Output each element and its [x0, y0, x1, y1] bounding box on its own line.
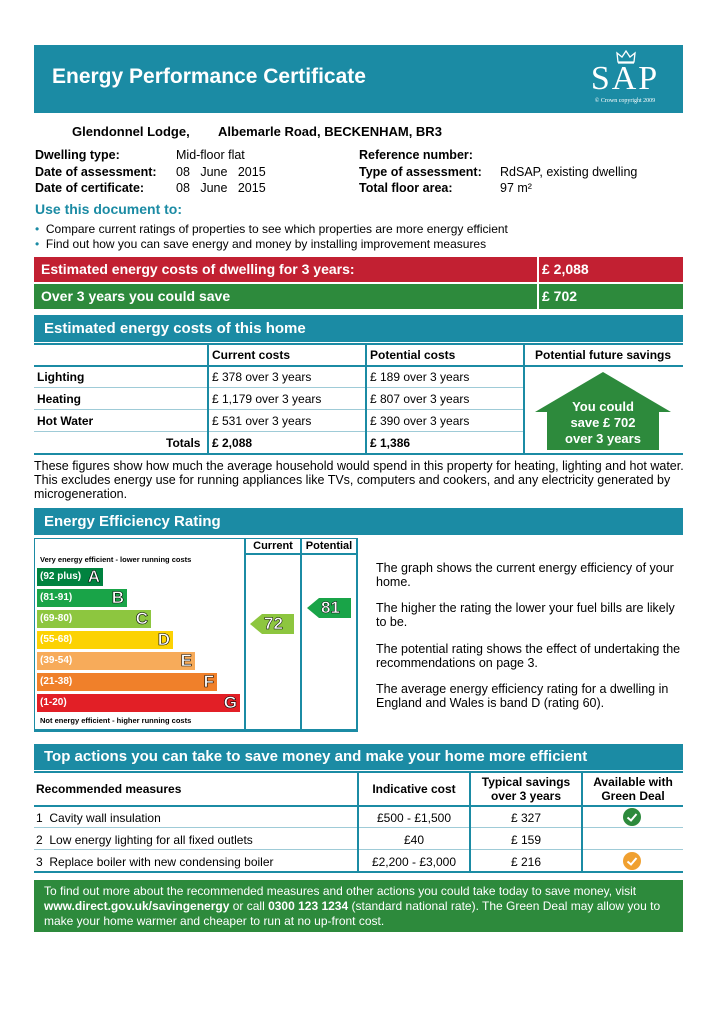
assessment-type-value: RdSAP, existing dwelling: [500, 165, 638, 179]
sap-logo: [580, 48, 670, 108]
rating-band-range: (39-54): [40, 655, 73, 666]
action-cost: £40: [403, 833, 425, 847]
action-row: 2 Low energy lighting for all fixed outlets: [36, 833, 253, 847]
footer-info: To find out more about the recommended measures and other actions you could take today to save money, visit www.direct.gov.uk/savingenergy or call 0300 123 1234 (standard national rate). The Green Deal may allow you to make your home warmer and cheaper to run at no up-front cost.: [34, 880, 683, 932]
efficiency-top-note: Very energy efficient - lower running costs: [40, 555, 192, 564]
rating-band-range: (81-91): [40, 592, 73, 603]
efficiency-explain-4: The average energy efficiency rating for a dwelling in England and Wales is band D (rating 60).: [376, 682, 669, 710]
efficiency-explain-2: The higher the rating the lower your fuel bills are likely to be.: [376, 601, 675, 629]
dwelling-type-label: Dwelling type:: [35, 148, 120, 162]
page-title: Energy Performance Certificate: [52, 65, 366, 88]
col-typical-savings: Typical savings over 3 years: [481, 775, 571, 803]
phone-number: 0300 123 1234: [268, 899, 349, 913]
totals-label: Totals: [166, 436, 201, 450]
cost-row-potential: £ 390 over 3 years: [370, 414, 470, 428]
rating-band-letter: B: [111, 588, 124, 607]
date-assessment-label: Date of assessment:: [35, 165, 157, 179]
rating-band-letter: D: [157, 630, 170, 649]
rating-band-letter: G: [223, 693, 237, 712]
rating-band-range: (55-68): [40, 634, 73, 645]
action-row: 1 Cavity wall insulation: [36, 811, 161, 825]
col-recommended-measures: Recommended measures: [36, 782, 182, 796]
assessment-type-label: Type of assessment:: [359, 165, 482, 179]
col-potential-rating: Potential: [305, 540, 353, 552]
col-current-rating: Current: [253, 540, 293, 552]
cost-row-current: £ 1,179 over 3 years: [212, 392, 322, 406]
current-rating-arrow: [250, 614, 294, 634]
rating-band-a: [37, 568, 103, 586]
reference-label: Reference number:: [359, 148, 473, 162]
use-document-bullet: • Find out how you can save energy and money by installing improvement measures: [35, 237, 487, 251]
rating-band-g: [37, 694, 240, 712]
cost-row-potential: £ 807 over 3 years: [370, 392, 470, 406]
rating-band-f: [37, 673, 217, 691]
rating-band-e: [37, 652, 195, 670]
efficiency-explain-3: The potential rating shows the effect of undertaking the recommendations on page 3.: [376, 642, 681, 670]
use-document-bullet: • Compare current ratings of properties to see which properties are more energy efficient: [35, 222, 508, 236]
date-certificate-value: 08 June 2015: [176, 181, 266, 195]
action-saving: £ 159: [510, 833, 542, 847]
rating-band-d: [37, 631, 173, 649]
actions-section-heading: Top actions you can take to save money and make your home more efficient: [34, 744, 683, 770]
efficiency-section-heading: Energy Efficiency Rating: [34, 508, 683, 535]
col-potential-costs: Potential costs: [370, 348, 456, 362]
use-document-heading: Use this document to:: [35, 201, 183, 217]
action-cost: £2,200 - £3,000: [371, 855, 457, 869]
date-assessment-value: 08 June 2015: [176, 165, 266, 179]
col-future-savings: Potential future savings: [535, 348, 672, 362]
green-deal-check-icon: [623, 852, 641, 870]
estimated-costs-label: Estimated energy costs of dwelling for 3 years:: [41, 261, 355, 277]
action-saving: £ 216: [510, 855, 542, 869]
savings-label: Over 3 years you could save: [41, 288, 231, 304]
potential-rating-arrow: [307, 598, 351, 618]
potential-rating-value: 81: [321, 598, 340, 617]
property-name: Glendonnel Lodge,: [72, 124, 190, 139]
rating-band-letter: F: [203, 672, 214, 691]
rating-band-letter: E: [180, 651, 192, 670]
efficiency-bottom-note: Not energy efficient - higher running costs: [40, 716, 192, 725]
costs-note: These figures show how much the average household would spend in this property for heating, lighting and hot water. This excludes energy use for running appliances like TVs, computers and cookers, and any electricity generated by microgeneration.: [34, 459, 684, 501]
dwelling-type-value: Mid-floor flat: [176, 148, 245, 162]
action-row: 3 Replace boiler with new condensing boiler: [36, 855, 274, 869]
date-certificate-label: Date of certificate:: [35, 181, 145, 195]
bullet-icon: •: [35, 237, 40, 251]
rating-band-c: [37, 610, 151, 628]
property-street: Albemarle Road, BECKENHAM, BR3: [218, 124, 442, 139]
rating-band-range: (92 plus): [40, 571, 82, 582]
action-cost: £500 - £1,500: [376, 811, 452, 825]
rating-band-b: [37, 589, 127, 607]
efficiency-explain-1: The graph shows the current energy efficiency of your home.: [376, 561, 674, 589]
cost-row-label: Heating: [37, 392, 82, 406]
col-green-deal: Available with Green Deal: [593, 775, 673, 803]
col-indicative-cost: Indicative cost: [372, 782, 456, 796]
current-rating-value: 72: [264, 614, 283, 633]
rating-band-letter: A: [87, 567, 100, 586]
rating-band-range: (21-38): [40, 676, 73, 687]
estimated-costs-value: £ 2,088: [542, 261, 589, 277]
action-saving: £ 327: [510, 811, 542, 825]
green-deal-check-icon: [623, 808, 641, 826]
sap-logo-text: SAP: [590, 60, 660, 97]
costs-section-heading: Estimated energy costs of this home: [34, 315, 683, 342]
totals-potential: £ 1,386: [370, 436, 411, 450]
cost-row-current: £ 378 over 3 years: [212, 370, 312, 384]
floor-area-label: Total floor area:: [359, 181, 453, 195]
certificate-header: [34, 45, 683, 113]
rating-band-range: (1-20): [40, 697, 67, 708]
savings-value: £ 702: [542, 288, 578, 304]
totals-current: £ 2,088: [212, 436, 253, 450]
savings-website-link[interactable]: www.direct.gov.uk/savingenergy: [44, 899, 230, 913]
cost-row-current: £ 531 over 3 years: [212, 414, 312, 428]
rating-band-letter: C: [135, 609, 148, 628]
cost-row-label: Lighting: [37, 370, 85, 384]
floor-area-value: 97 m²: [500, 181, 532, 195]
cost-row-label: Hot Water: [37, 414, 94, 428]
bullet-icon: •: [35, 222, 40, 236]
savings-bar: [34, 284, 683, 309]
estimated-costs-bar: [34, 257, 683, 282]
col-current-costs: Current costs: [212, 348, 291, 362]
crown-copyright: © Crown copyright 2009: [594, 98, 656, 104]
rating-band-range: (69-80): [40, 613, 73, 624]
cost-row-potential: £ 189 over 3 years: [370, 370, 470, 384]
savings-house-text: You could save £ 702 over 3 years: [565, 399, 641, 446]
